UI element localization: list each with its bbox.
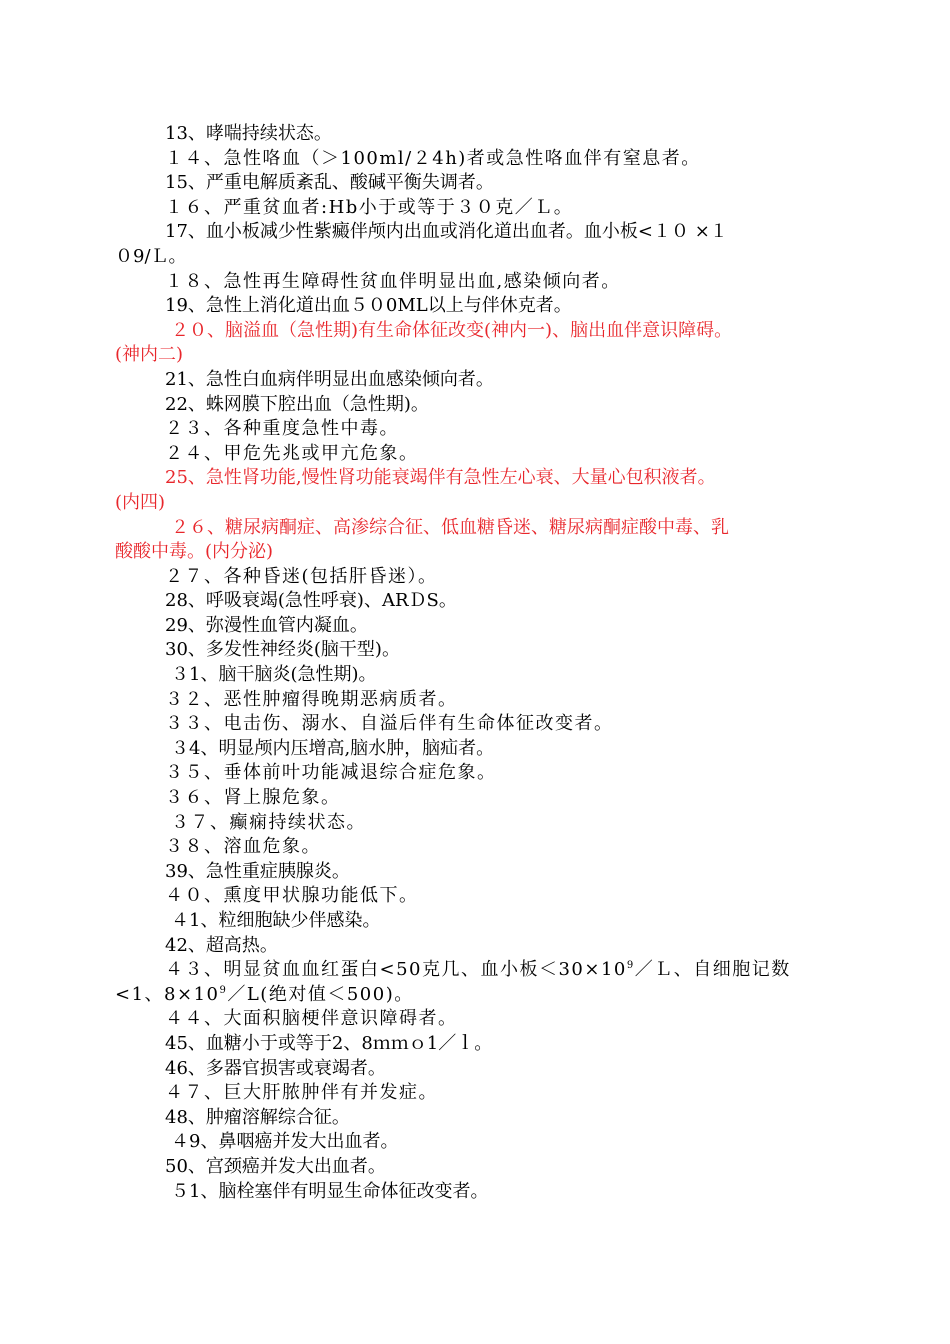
list-item-continuation: [115, 983, 875, 1008]
list-item: ３1、脑干脑炎(急性期)。: [171, 664, 377, 686]
highlighted-list-item: ２０、脑溢血（急性期)有生命体征改变(神内一)、脑出血伴意识障碍。: [171, 319, 733, 341]
list-item: ４４、大面积脑梗伴意识障碍者。: [165, 1008, 458, 1030]
highlighted-list-item: 25、急性肾功能,慢性肾功能衰竭伴有急性左心衰、大量心包积液者。: [165, 467, 716, 489]
list-item: ２７、各种昏迷(包括肝昏迷）。: [165, 565, 438, 587]
list-item: 22、蛛网膜下腔出血（急性期)。: [165, 393, 429, 415]
list-item: 48、肿瘤溶解综合征。: [165, 1106, 350, 1128]
list-item: １６、严重贫血者:Hb小于或等于３０克／Ｌ。: [165, 196, 574, 218]
list-item: 30、多发性神经炎(脑干型)。: [165, 639, 400, 661]
list-item: 19、急性上消化道出血５０0ML以上与伴休克者。: [165, 295, 572, 317]
list-item: ５1、脑栓塞伴有明显生命体征改变者。: [171, 1180, 489, 1202]
list-item: [115, 958, 875, 983]
highlighted-list-item-continuation: (神内二): [115, 344, 184, 366]
list-item: 13、哮喘持续状态。: [165, 123, 332, 144]
list-item: ３３、电击伤、溺水、自溢后伴有生命体征改变者。: [165, 713, 614, 735]
list-item: １８、急性再生障碍性贫血伴明显出血,感染倾向者。: [165, 270, 621, 292]
list-item: 28、呼吸衰竭(急性呼衰)、ARＤS。: [165, 590, 457, 612]
highlighted-list-item-continuation: 酸酸中毒。(内分泌): [115, 541, 274, 563]
list-item: 15、严重电解质紊乱、酸碱平衡失调者。: [165, 172, 494, 194]
list-item: 50、宫颈癌并发大出血者。: [165, 1155, 386, 1177]
list-item: １４、急性咯血（＞100ml/２4h)者或急性咯血伴有窒息者。: [165, 147, 701, 169]
list-item: 42、超高热。: [165, 934, 278, 956]
list-item-text: ／L(绝对值＜500)。: [227, 983, 414, 1005]
list-item: ３６、肾上腺危象。: [165, 787, 341, 809]
highlighted-list-item-continuation: (内四): [115, 491, 166, 513]
list-item: ４７、巨大肝脓肿伴有并发症。: [165, 1082, 438, 1104]
list-item: ３２、恶性肿瘤得晚期恶病质者。: [165, 688, 458, 710]
list-item: 17、血小板减少性紫癜伴颅内出血或消化道出血者。血小板<１０ ×１: [165, 221, 728, 243]
list-item: ４０、熏度甲状腺功能低下。: [165, 885, 419, 907]
list-item: ３５、垂体前叶功能减退综合症危象。: [165, 762, 497, 784]
list-item: 46、多器官损害或衰竭者。: [165, 1057, 386, 1079]
list-item: ２４、甲危先兆或甲亢危象。: [165, 442, 419, 464]
list-item: ４9、鼻咽癌并发大出血者。: [171, 1131, 399, 1153]
list-item: 45、血糖小于或等于2、8ｍｍｏ1／ｌ。: [165, 1032, 493, 1054]
document-body: [115, 122, 875, 1204]
list-item: ３８、溶血危象。: [165, 836, 321, 858]
list-item-text: <1、8×10: [115, 983, 220, 1005]
list-item-text: ４３、明显贫血血红蛋白<50克几、血小板＜30×10: [165, 959, 627, 981]
list-item: ３７、癫痫持续状态。: [171, 811, 366, 833]
list-item-continuation: ０9/Ｌ。: [115, 245, 187, 267]
highlighted-list-item: ２６、糖尿病酮症、高渗综合征、低血糖昏迷、糖尿病酮症酸中毒、乳: [171, 516, 729, 538]
list-item: 21、急性白血病伴明显出血感染倾向者。: [165, 368, 494, 390]
list-item-text: ／Ｌ、自细胞记数: [634, 959, 791, 981]
list-item: ２３、各种重度急性中毒。: [165, 418, 399, 440]
superscript: 9: [626, 960, 635, 972]
list-item: 39、急性重症胰腺炎。: [165, 860, 350, 882]
list-item: ４1、粒细胞缺少伴感染。: [171, 910, 381, 931]
list-item: 29、弥漫性血管内凝血。: [165, 614, 368, 636]
superscript: 9: [219, 984, 228, 996]
list-item: ３4、明显颅内压增高,脑水肿，脑疝者。: [171, 737, 495, 759]
